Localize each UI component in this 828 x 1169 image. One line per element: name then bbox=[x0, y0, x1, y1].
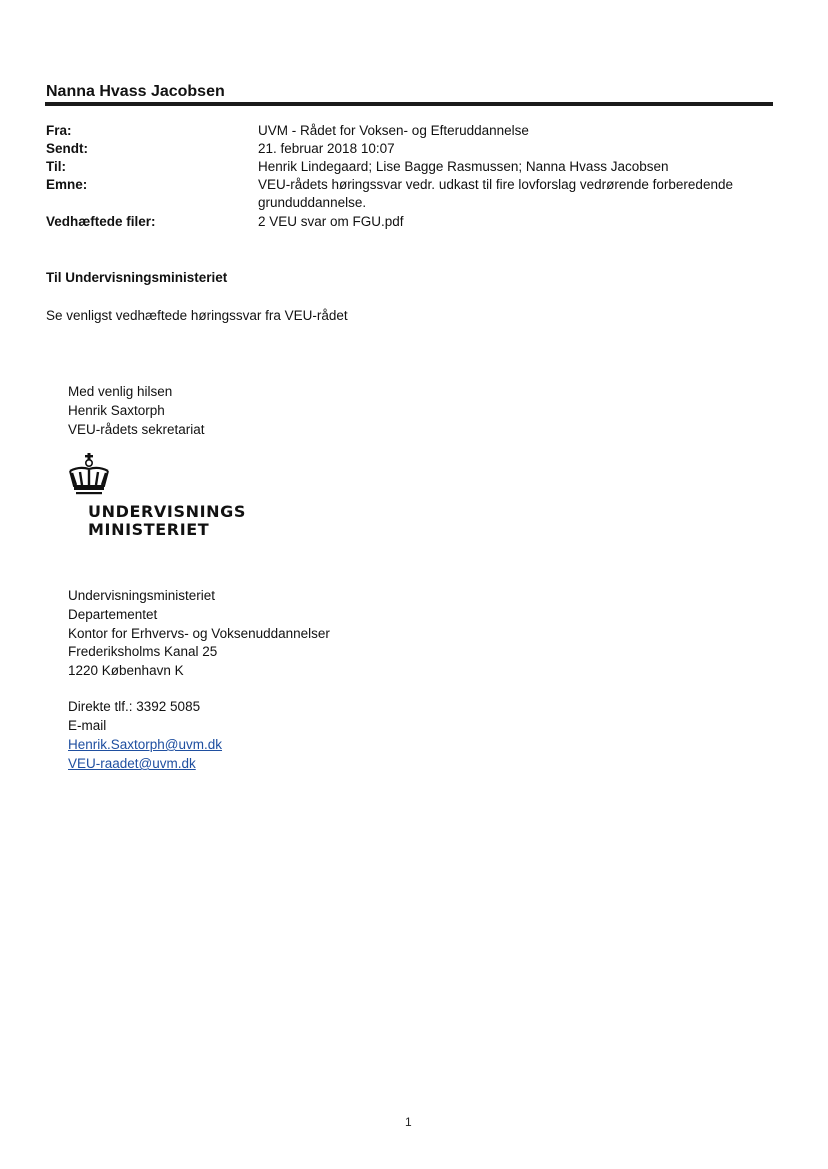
ministry-logo-line2: MINISTERIET bbox=[88, 520, 210, 539]
subject-label: Emne: bbox=[46, 177, 88, 192]
from-value: UVM - Rådet for Voksen- og Efteruddannelse bbox=[258, 123, 529, 138]
signoff-department: VEU-rådets sekretariat bbox=[68, 422, 205, 437]
attachment-file[interactable]: 2 VEU svar om FGU.pdf bbox=[258, 214, 404, 229]
phone-line: Direkte tlf.: 3392 5085 bbox=[68, 699, 201, 714]
header-rule bbox=[45, 102, 773, 106]
email-link-henrik[interactable]: Henrik.Saxtorph@uvm.dk bbox=[68, 737, 223, 752]
salutation: Til Undervisningsministeriet bbox=[46, 270, 228, 285]
address-line-3: Kontor for Erhvervs- og Voksenuddannelser bbox=[68, 626, 330, 641]
address-line-5: 1220 København K bbox=[68, 663, 184, 678]
subject-value: VEU-rådets høringssvar vedr. udkast til fire lovforslag vedrørende forberedende grunduddannelse. bbox=[258, 177, 733, 210]
crown-icon bbox=[66, 452, 112, 498]
signoff-name: Henrik Saxtorph bbox=[68, 403, 165, 418]
page-number: 1 bbox=[405, 1115, 412, 1129]
email-link-veu[interactable]: VEU-raadet@uvm.dk bbox=[68, 756, 196, 771]
to-label: Til: bbox=[46, 159, 66, 174]
signoff-greeting: Med venlig hilsen bbox=[68, 384, 173, 399]
to-value: Henrik Lindegaard; Lise Bagge Rasmussen; Nanna Hvass Jacobsen bbox=[258, 159, 669, 174]
sent-label: Sendt: bbox=[46, 141, 88, 156]
address-line-4: Frederiksholms Kanal 25 bbox=[68, 644, 218, 659]
address-line-1: Undervisningsministeriet bbox=[68, 588, 216, 603]
from-label: Fra: bbox=[46, 123, 72, 138]
ministry-logo-line1: UNDERVISNINGS bbox=[88, 502, 246, 521]
message-text: Se venligst vedhæftede høringssvar fra VEU-rådet bbox=[46, 308, 348, 323]
attachments-label: Vedhæftede filer: bbox=[46, 214, 156, 229]
sent-value: 21. februar 2018 10:07 bbox=[258, 141, 395, 156]
sender-name: Nanna Hvass Jacobsen bbox=[46, 83, 225, 100]
address-line-2: Departementet bbox=[68, 607, 158, 622]
email-label: E-mail bbox=[68, 718, 107, 733]
